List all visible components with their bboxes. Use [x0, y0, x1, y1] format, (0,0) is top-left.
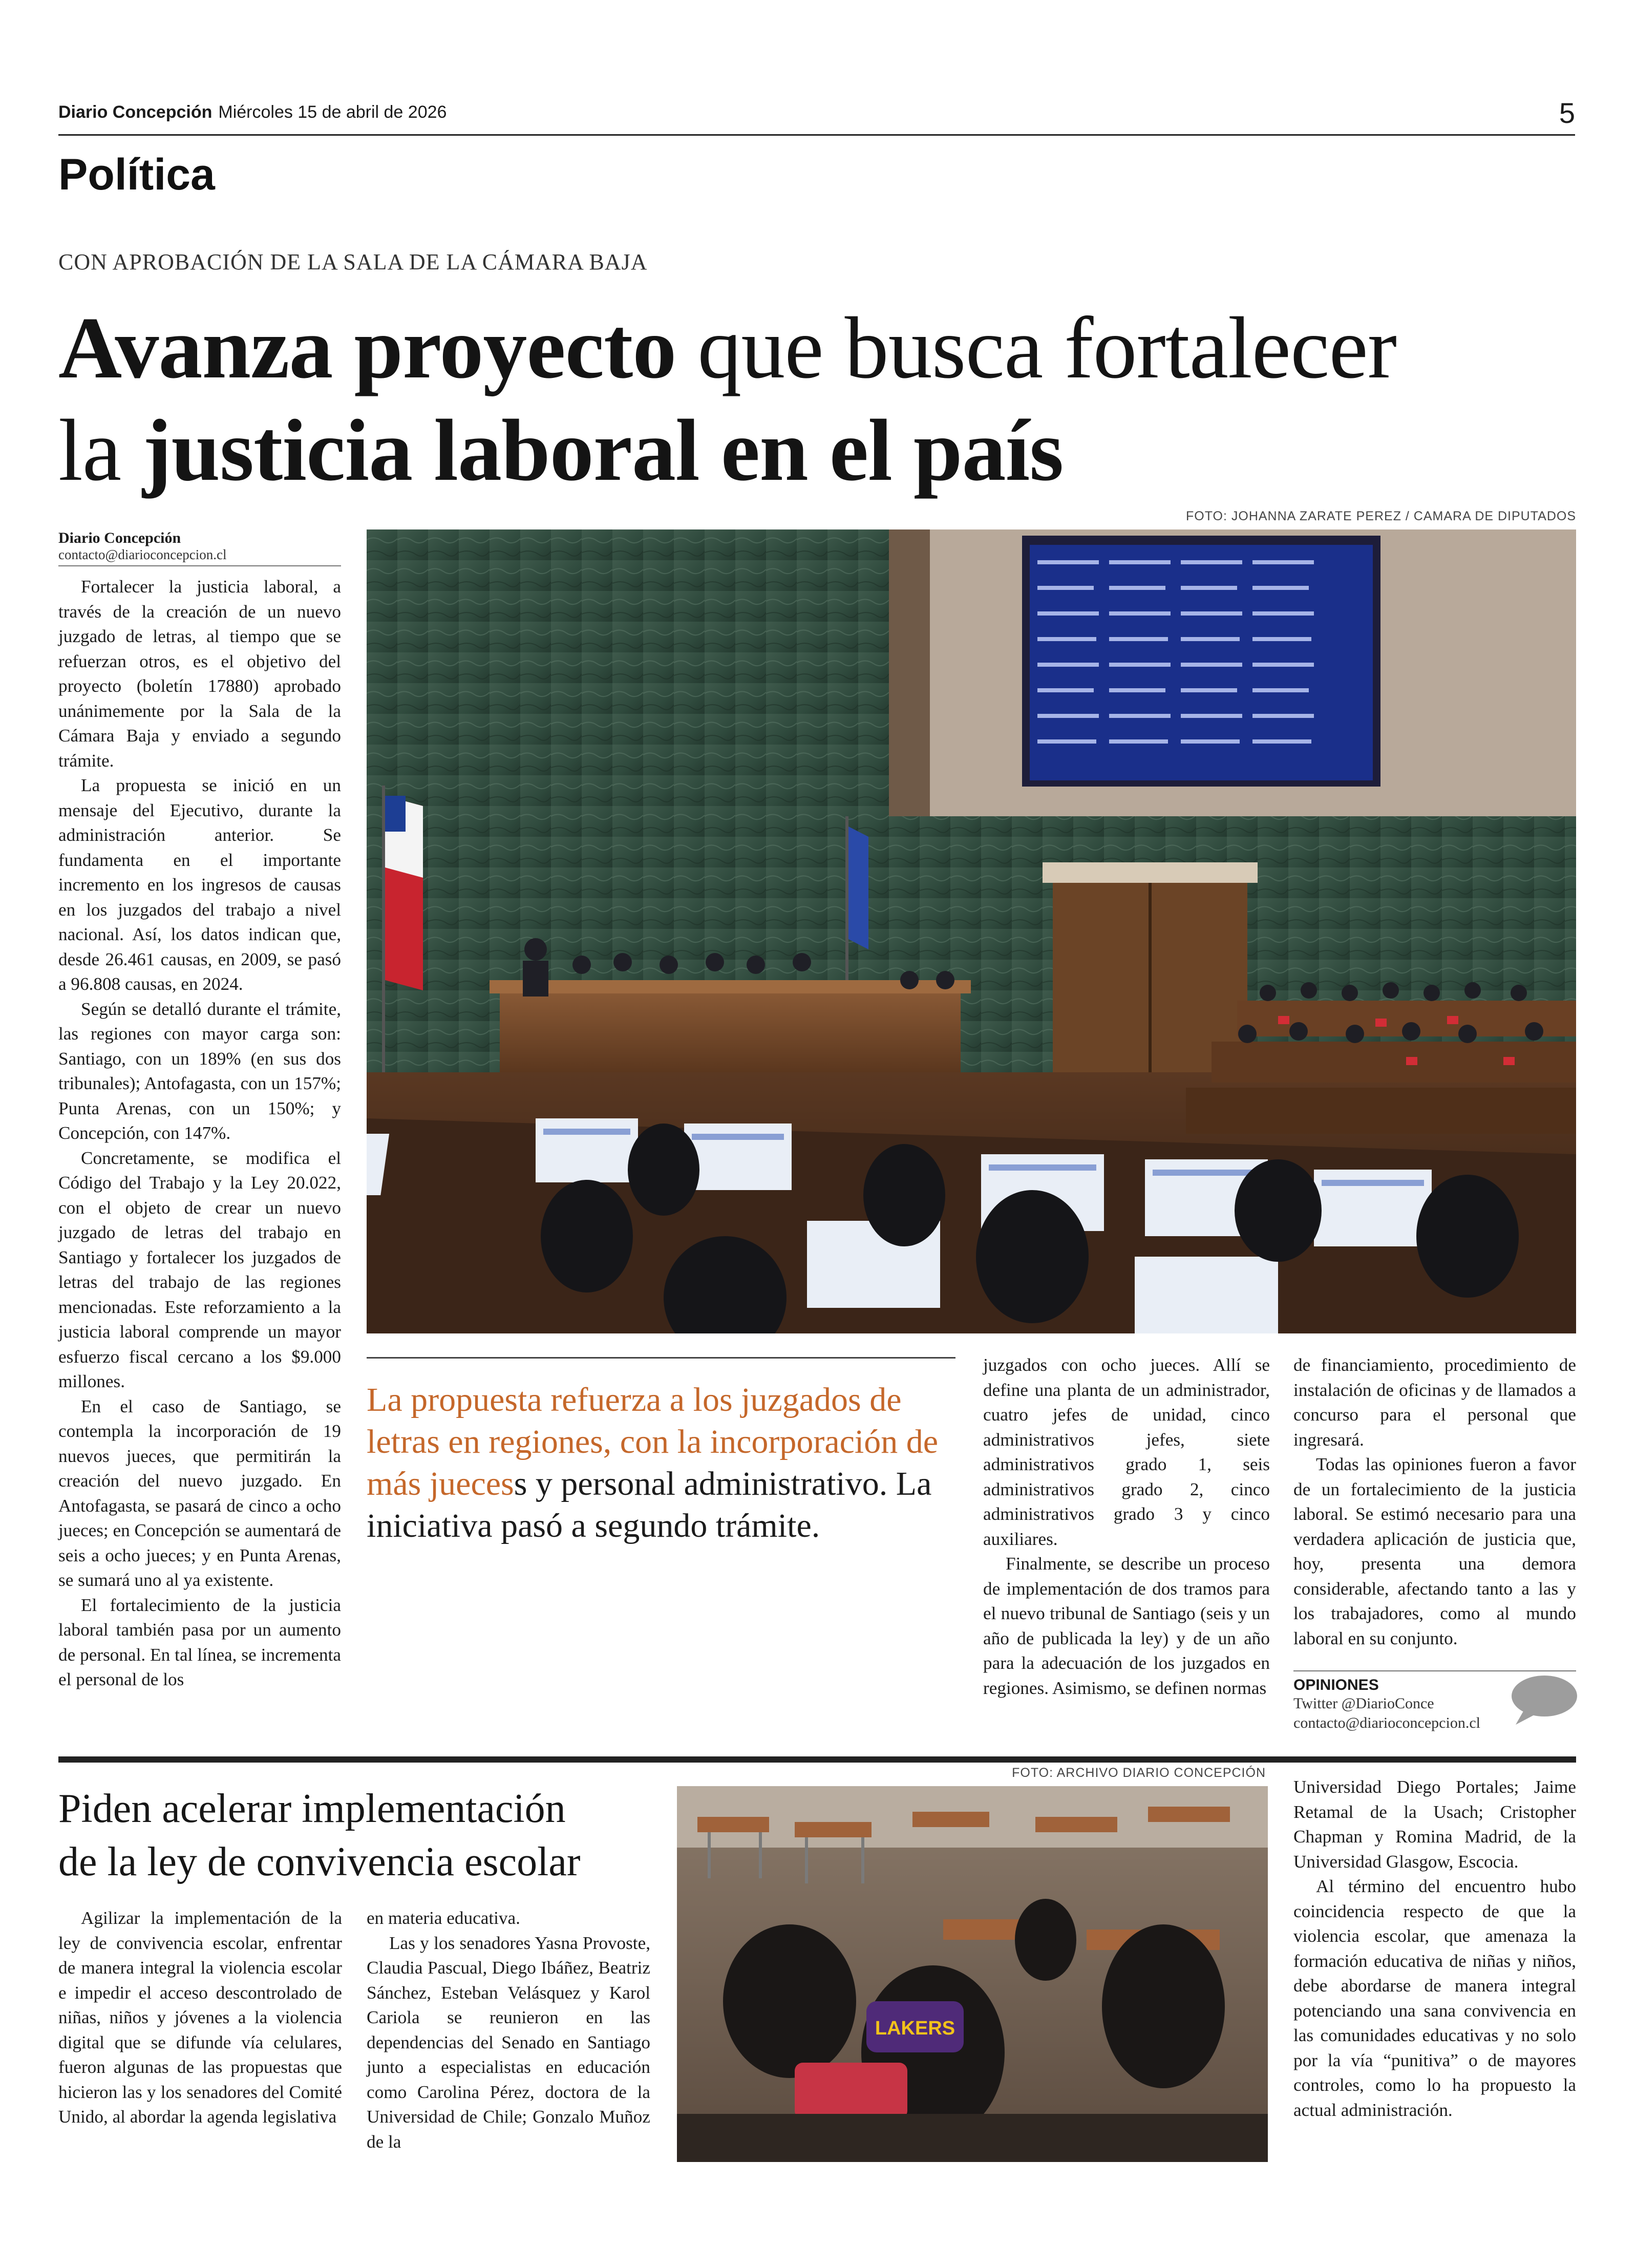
paragraph: En el caso de Santiago, se contempla la incorporación de 19 nuevos jueces, que permitirán la creación del nuevo juzgado. En Antofagasta, se pasará de cinco a ocho jueces; en Concepción se aumentará de seis a ocho jueces; y en Punta Arenas, se sumará uno al ya existente. — [58, 1396, 342, 1590]
second-column-1 — [58, 1906, 342, 2130]
opinions-title: OPINIONES — [1293, 1677, 1379, 1693]
photo-credit-2: FOTO: ARCHIVO DIARIO CONCEPCIÓN — [1012, 1766, 1266, 1780]
headline-regular-1: que busca fortalecer — [676, 300, 1397, 397]
section-divider — [58, 1756, 1576, 1763]
speech-bubble-icon — [1508, 1674, 1577, 1726]
paragraph: juzgados con ocho jueces. Allí se define una planta de un administrador, cuatro jefes de unidad, cinco administrativos jefes, siete administrativos grado 1, seis administrativos grado 2, cinco administrativos grado 3 y cinco auxiliares. — [983, 1355, 1270, 1549]
pull-quote-rest: s y personal administrativo. La iniciativa pasó a segundo trámite. — [367, 1465, 932, 1544]
masthead-brand: Diario Concepción — [58, 102, 213, 122]
second-column-2 — [367, 1906, 650, 2154]
headline-bold-1: Avanza proyecto — [58, 300, 676, 397]
paragraph: Según se detalló durante el trámite, las regiones con mayor carga son: Santiago, con un 189% (en sus dos tribunales); Antofagasta, con un 157%; Punta Arenas, con un 150%; y Concepción, con 147%. — [58, 999, 341, 1143]
second-column-3 — [1293, 1775, 1576, 2123]
paragraph: Las y los senadores Yasna Provoste, Claudia Pascual, Diego Ibáñez, Beatriz Sánchez, Esteban Velásquez y Karol Cariola se reunieron en las dependencias del Senado en Santiago junto a especialistas en educación como Carolina Pérez, doctora de la Universidad de Chile; Gonzalo Muñoz de la — [367, 1933, 650, 2152]
photo-credit: FOTO: JOHANNA ZARATE PEREZ / CAMARA DE DIPUTADOS — [1186, 509, 1576, 523]
paragraph: El fortalecimiento de la justicia laboral también pasa por un aumento de personal. En tal línea, se incrementa el personal de los — [58, 1595, 341, 1689]
second-headline-line2: de la ley de convivencia escolar — [58, 1839, 581, 1884]
masthead — [58, 97, 1575, 136]
headline-regular-2: la — [58, 402, 143, 499]
second-headline — [58, 1782, 683, 1889]
lead-column-4 — [1293, 1353, 1576, 1651]
paragraph: en materia educativa. — [367, 1908, 520, 1928]
pull-quote-highlight: La propuesta refuerza a los juzgados de letras en regiones, con la incorporación de más jueces — [367, 1381, 939, 1502]
paragraph: La propuesta se inició en un mensaje del Ejecutivo, durante la administración anterior. Se fundamenta en el importante incremento en los ingresos de causas en los juzgados del trabajo a nivel nacional. Así, los datos indican que, desde 26.461 causas, en 2009, se pasó a 96.808 causas, en 2024. — [58, 775, 341, 994]
chamber-photo — [367, 529, 1576, 1333]
byline-name: Diario Concepción — [58, 529, 181, 546]
byline — [58, 529, 341, 566]
paragraph: de financiamiento, procedimiento de instalación de oficinas y de llamados a concurso para el personal que ingresará. — [1293, 1355, 1576, 1450]
byline-email[interactable]: contacto@diarioconcepcion.cl — [58, 547, 227, 562]
classroom-photo — [677, 1786, 1268, 2162]
lead-kicker: CON APROBACIÓN DE LA SALA DE LA CÁMARA BAJA — [58, 249, 648, 274]
lakers-logo: LAKERS — [875, 2018, 955, 2039]
paragraph: Fortalecer la justicia laboral, a través de la creación de un nuevo juzgado de letras, al tiempo que se refuerzan otros, es el objetivo del proyecto (boletín 17880) aprobado unánimemente por la Sala de la Cámara Baja y enviado a segundo trámite. — [58, 577, 341, 771]
masthead-date: Miércoles 15 de abril de 2026 — [218, 102, 447, 122]
section-title: Política — [58, 150, 215, 199]
paragraph: Al término del encuentro hubo coincidencia respecto de que la violencia escolar, que amenaza la formación educativa de niñas y niños, debe abordarse de manera integral potenciando una sana convivencia en las comunidades educativas y no solo por la vía “punitiva” o de mayores controles, como lo ha propuesto la actual administración. — [1293, 1876, 1576, 2120]
lead-column-1 — [58, 575, 341, 1692]
paragraph: Finalmente, se describe un proceso de implementación de dos tramos para el nuevo tribunal de Santiago (seis y un año de publicada la ley) y de un año para la adecuación de los juzgados en regiones. Asimismo, se definen normas — [983, 1554, 1270, 1698]
headline-bold-2: justicia laboral en el país — [142, 402, 1064, 499]
opinions-email[interactable]: contacto@diarioconcepcion.cl — [1293, 1714, 1480, 1731]
pull-quote — [367, 1357, 955, 1547]
lead-column-3 — [983, 1353, 1270, 1701]
page-number: 5 — [1559, 97, 1575, 129]
paragraph: Universidad Diego Portales; Jaime Retamal de la Usach; Cristopher Chapman y Romina Madrid, de la Universidad Glasgow, Escocia. — [1293, 1777, 1576, 1872]
paragraph: Agilizar la implementación de la ley de convivencia escolar, enfrentar de manera integral la violencia escolar e impedir el acceso descontrolado de niñas, niños y jóvenes a la violencia digital que se difunde vía celulares, fueron algunas de las propuestas que hicieron las y los senadores del Comité Unido, al abordar la agenda legislativa — [58, 1908, 342, 2127]
lead-headline — [58, 297, 1584, 502]
opinions-twitter[interactable]: Twitter @DiarioConce — [1293, 1695, 1434, 1712]
paragraph: Todas las opiniones fueron a favor de un fortalecimiento de la justicia laboral. Se estimó necesario para una verdadera aplicación de justicia que, hoy, presenta una demora considerable, afectando tanto a las y los trabajadores, como al mundo laboral en su conjunto. — [1293, 1454, 1576, 1648]
paragraph: Concretamente, se modifica el Código del Trabajo y la Ley 20.022, con el objeto de crear un nuevo juzgado de letras del trabajo en Santiago y fortalecer los juzgados de letras del trabajo de las regiones mencionadas. Este reforzamiento a la justicia laboral comprende un mayor esfuerzo fiscal cercano a los $9.000 millones. — [58, 1148, 341, 1391]
second-headline-line1: Piden acelerar implementación — [58, 1786, 566, 1831]
